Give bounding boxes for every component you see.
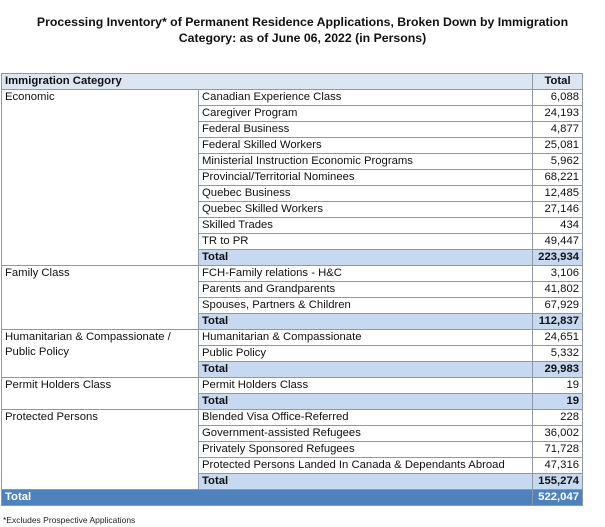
table-row [2, 90, 583, 106]
subcategory-value: 3,106 [533, 266, 583, 282]
subcategory-label: Public Policy [199, 346, 533, 362]
subcategory-value: 24,651 [533, 330, 583, 346]
category-family-class: Family Class [2, 266, 199, 330]
subtotal-label: Total [199, 250, 533, 266]
subtotal-label: Total [199, 314, 533, 330]
subcategory-value: 19 [533, 378, 583, 394]
grand-total-label: Total [2, 490, 533, 506]
subcategory-value: 24,193 [533, 106, 583, 122]
subcategory-label: Blended Visa Office-Referred [199, 410, 533, 426]
subcategory-label: Parents and Grandparents [199, 282, 533, 298]
subcategory-label: TR to PR [199, 234, 533, 250]
subtotal-value: 112,837 [533, 314, 583, 330]
table-row [2, 266, 583, 282]
inventory-table [1, 73, 583, 506]
category-economic: Economic [2, 90, 199, 266]
subcategory-value: 6,088 [533, 90, 583, 106]
header-total: Total [533, 74, 583, 90]
subcategory-label: Government-assisted Refugees [199, 426, 533, 442]
subcategory-value: 4,877 [533, 122, 583, 138]
table-header-row [2, 74, 583, 90]
subcategory-value: 25,081 [533, 138, 583, 154]
subtotal-label: Total [199, 394, 533, 410]
subcategory-value: 228 [533, 410, 583, 426]
table-row [2, 330, 583, 346]
subtotal-label: Total [199, 362, 533, 378]
subcategory-label: Skilled Trades [199, 218, 533, 234]
category-humanitarian-public-policy [2, 330, 199, 378]
header-immigration-category: Immigration Category [2, 74, 533, 90]
grand-total-row [2, 490, 583, 506]
subcategory-value: 36,002 [533, 426, 583, 442]
subcategory-label: Caregiver Program [199, 106, 533, 122]
table-row [2, 410, 583, 426]
subcategory-label: Humanitarian & Compassionate [199, 330, 533, 346]
page-title [0, 14, 605, 46]
subcategory-value: 68,221 [533, 170, 583, 186]
subtotal-value: 29,983 [533, 362, 583, 378]
subcategory-label: Canadian Experience Class [199, 90, 533, 106]
subcategory-label: Spouses, Partners & Children [199, 298, 533, 314]
subcategory-value: 47,316 [533, 458, 583, 474]
subcategory-label: Quebec Skilled Workers [199, 202, 533, 218]
subcategory-value: 41,802 [533, 282, 583, 298]
subcategory-value: 5,962 [533, 154, 583, 170]
footnote: *Excludes Prospective Applications [3, 515, 136, 525]
subcategory-value: 49,447 [533, 234, 583, 250]
subcategory-value: 434 [533, 218, 583, 234]
subcategory-value: 5,332 [533, 346, 583, 362]
subcategory-label: Privately Sponsored Refugees [199, 442, 533, 458]
category-permit-holders-class: Permit Holders Class [2, 378, 199, 410]
subcategory-value: 12,485 [533, 186, 583, 202]
subtotal-label: Total [199, 474, 533, 490]
category-name-line-2: Public Policy [5, 346, 70, 358]
grand-total-value: 522,047 [533, 490, 583, 506]
subcategory-label: FCH-Family relations - H&C [199, 266, 533, 282]
subtotal-value: 223,934 [533, 250, 583, 266]
title-line-1: Processing Inventory* of Permanent Residence Applications, Broken Down by Immigration [36, 15, 569, 29]
subcategory-value: 27,146 [533, 202, 583, 218]
subcategory-label: Federal Skilled Workers [199, 138, 533, 154]
subtotal-value: 19 [533, 394, 583, 410]
subcategory-label: Ministerial Instruction Economic Programs [199, 154, 533, 170]
category-protected-persons: Protected Persons [2, 410, 199, 490]
subcategory-label: Provincial/Territorial Nominees [199, 170, 533, 186]
subcategory-label: Permit Holders Class [199, 378, 533, 394]
subcategory-label: Federal Business [199, 122, 533, 138]
subtotal-value: 155,274 [533, 474, 583, 490]
category-name-line-1: Humanitarian & Compassionate / [5, 331, 171, 343]
subcategory-label: Quebec Business [199, 186, 533, 202]
table-row [2, 378, 583, 394]
title-line-2: Category: as of June 06, 2022 (in Persons) [178, 31, 427, 45]
subcategory-value: 67,929 [533, 298, 583, 314]
subcategory-label: Protected Persons Landed In Canada & Dependants Abroad [199, 458, 533, 474]
subcategory-value: 71,728 [533, 442, 583, 458]
